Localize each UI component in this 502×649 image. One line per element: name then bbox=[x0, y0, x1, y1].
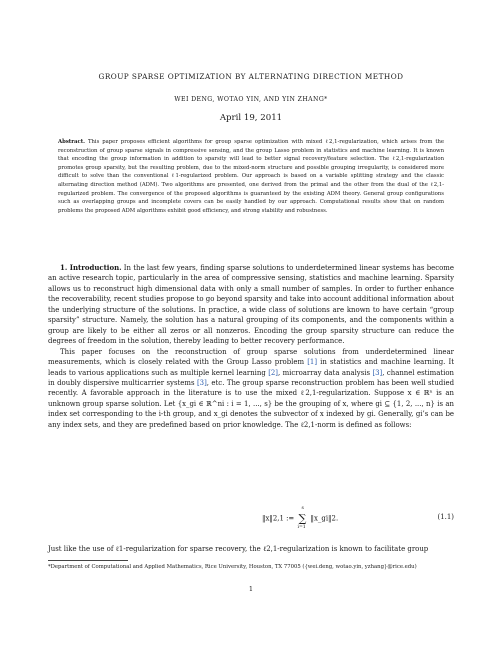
abstract-text: This paper proposes efficient algorithms for group sparse optimization with mixed ℓ2,1-regularization, which arises from the reconstruction of group sparse signals in compressive sensing, and the group Lasso problem in statistics and machine learning. It is known that encoding the group information in addition to sparsity will lead to better signal recovery/feature selection. The ℓ2,1-regularization promotes group sparsity, but the resulting problem, due to the mixed-norm structure and possible grouping irregularity, is considered more difficult to solve than the conventional ℓ1-regularized problem. Our approach is based on a variable splitting strategy and the classic alternating direction method (ADM). Two algorithms are presented, one derived from the primal and the other from the dual of the ℓ2,1-regularized problem. The convergence of the proposed algorithms is guaranteed by the existing ADM theory. General group configurations such as overlapping groups and incomplete covers can be easily handled by our approach. Computational results show that on random problems the proposed ADM algorithms exhibit good efficiency, and strong stability and robustness. bbox=[58, 139, 444, 214]
post-equation-text: Just like the use of ℓ1-regularization for sparse recovery, the ℓ2,1-regularization is known to facilitate group bbox=[48, 545, 429, 553]
intro-paragraph-2-text-d: , channel estimation in doubly dispersive multicarrier systems bbox=[48, 368, 455, 387]
section-heading: 1. Introduction. bbox=[60, 263, 122, 272]
footnote-divider bbox=[48, 560, 128, 561]
sum-upper-limit: s bbox=[301, 506, 304, 511]
equation-1-1 bbox=[48, 508, 454, 534]
intro-paragraph-2-text-b: in statistics and machine learning. It leads to various applications such as multiple kernel learning bbox=[48, 358, 454, 377]
equation-lhs: ‖x‖2,1 := bbox=[262, 514, 295, 523]
introduction-section bbox=[48, 263, 454, 430]
citation-link[interactable]: [3] bbox=[372, 368, 383, 377]
intro-paragraph-2-text-a: This paper focuses on the reconstruction of group sparse solutions from underdetermined linear measurements, which is closely related with the Group Lasso problem bbox=[48, 347, 454, 367]
author-list: WEI DENG, WOTAO YIN, AND YIN ZHANG* bbox=[174, 96, 328, 103]
intro-paragraph-1-text: In the last few years, finding sparse solutions to underdetermined linear systems has become an active research topic, particularly in the area of compressive sensing, statistics and machine learning. Sparsity allows us to reconstruct high dimensional data with only a small number of samples. In order to further enhance the recoverability, recent studies propose to go beyond sparsity and take into account additional information about the underlying structure of the solutions. In practice, a wide class of solutions are known to have certain “group sparsity” structure. Namely, the solution has a natural grouping of its components, and the components within a group are likely to be either all zeros or all nonzeros. Encoding the group sparsity structure can reduce the degrees of freedom in the solution, thereby leading to better recovery performance. bbox=[48, 264, 454, 346]
equation-number: (1.1) bbox=[437, 513, 454, 521]
equation-term: ‖x_gi‖2. bbox=[310, 514, 339, 523]
sum-lower-limit: i=1 bbox=[297, 525, 306, 530]
citation-link[interactable]: [3] bbox=[196, 378, 207, 387]
intro-paragraph-2-text-e: , etc. The group sparse reconstruction problem has been well studied recently. A favorable approach in the literature is to use the mixed ℓ2,1-regularization. Suppose x ∈ ℝⁿ is an unknown group sparse solution. Let {x_gi ∈ ℝ^ni : i = 1, ..., s} be the grouping of x, where gi ⊆ {1, 2, ..., n} is an index set corresponding to the i-th group, and x_gi denotes the subvector of x indexed by gi. Generally, gi’s can be any index sets, and they are predefined based on prior knowledge. The ℓ2,1-norm is defined as follows: bbox=[48, 378, 455, 429]
intro-paragraph-2-text-c: , microarray data analysis bbox=[278, 368, 373, 377]
citation-link[interactable]: [2] bbox=[268, 368, 279, 377]
intro-paragraph-1 bbox=[48, 263, 454, 347]
abstract-label: Abstract. bbox=[58, 139, 85, 145]
citation-link[interactable]: [1] bbox=[307, 358, 318, 367]
intro-paragraph-2 bbox=[48, 347, 454, 431]
abstract bbox=[58, 138, 444, 215]
paper-title: GROUP SPARSE OPTIMIZATION BY ALTERNATING DIRECTION METHOD bbox=[98, 72, 404, 81]
summation-symbol: ∑ s i=1 bbox=[297, 506, 307, 530]
equation-body bbox=[262, 506, 339, 530]
author-footnote: *Department of Computational and Applied Mathematics, Rice University, Houston, TX 77005 ({wei.deng, wotao.yin, yzhang}@rice.edu) bbox=[48, 564, 417, 570]
page-number: 1 bbox=[248, 585, 254, 593]
publication-date: April 19, 2011 bbox=[219, 113, 283, 123]
